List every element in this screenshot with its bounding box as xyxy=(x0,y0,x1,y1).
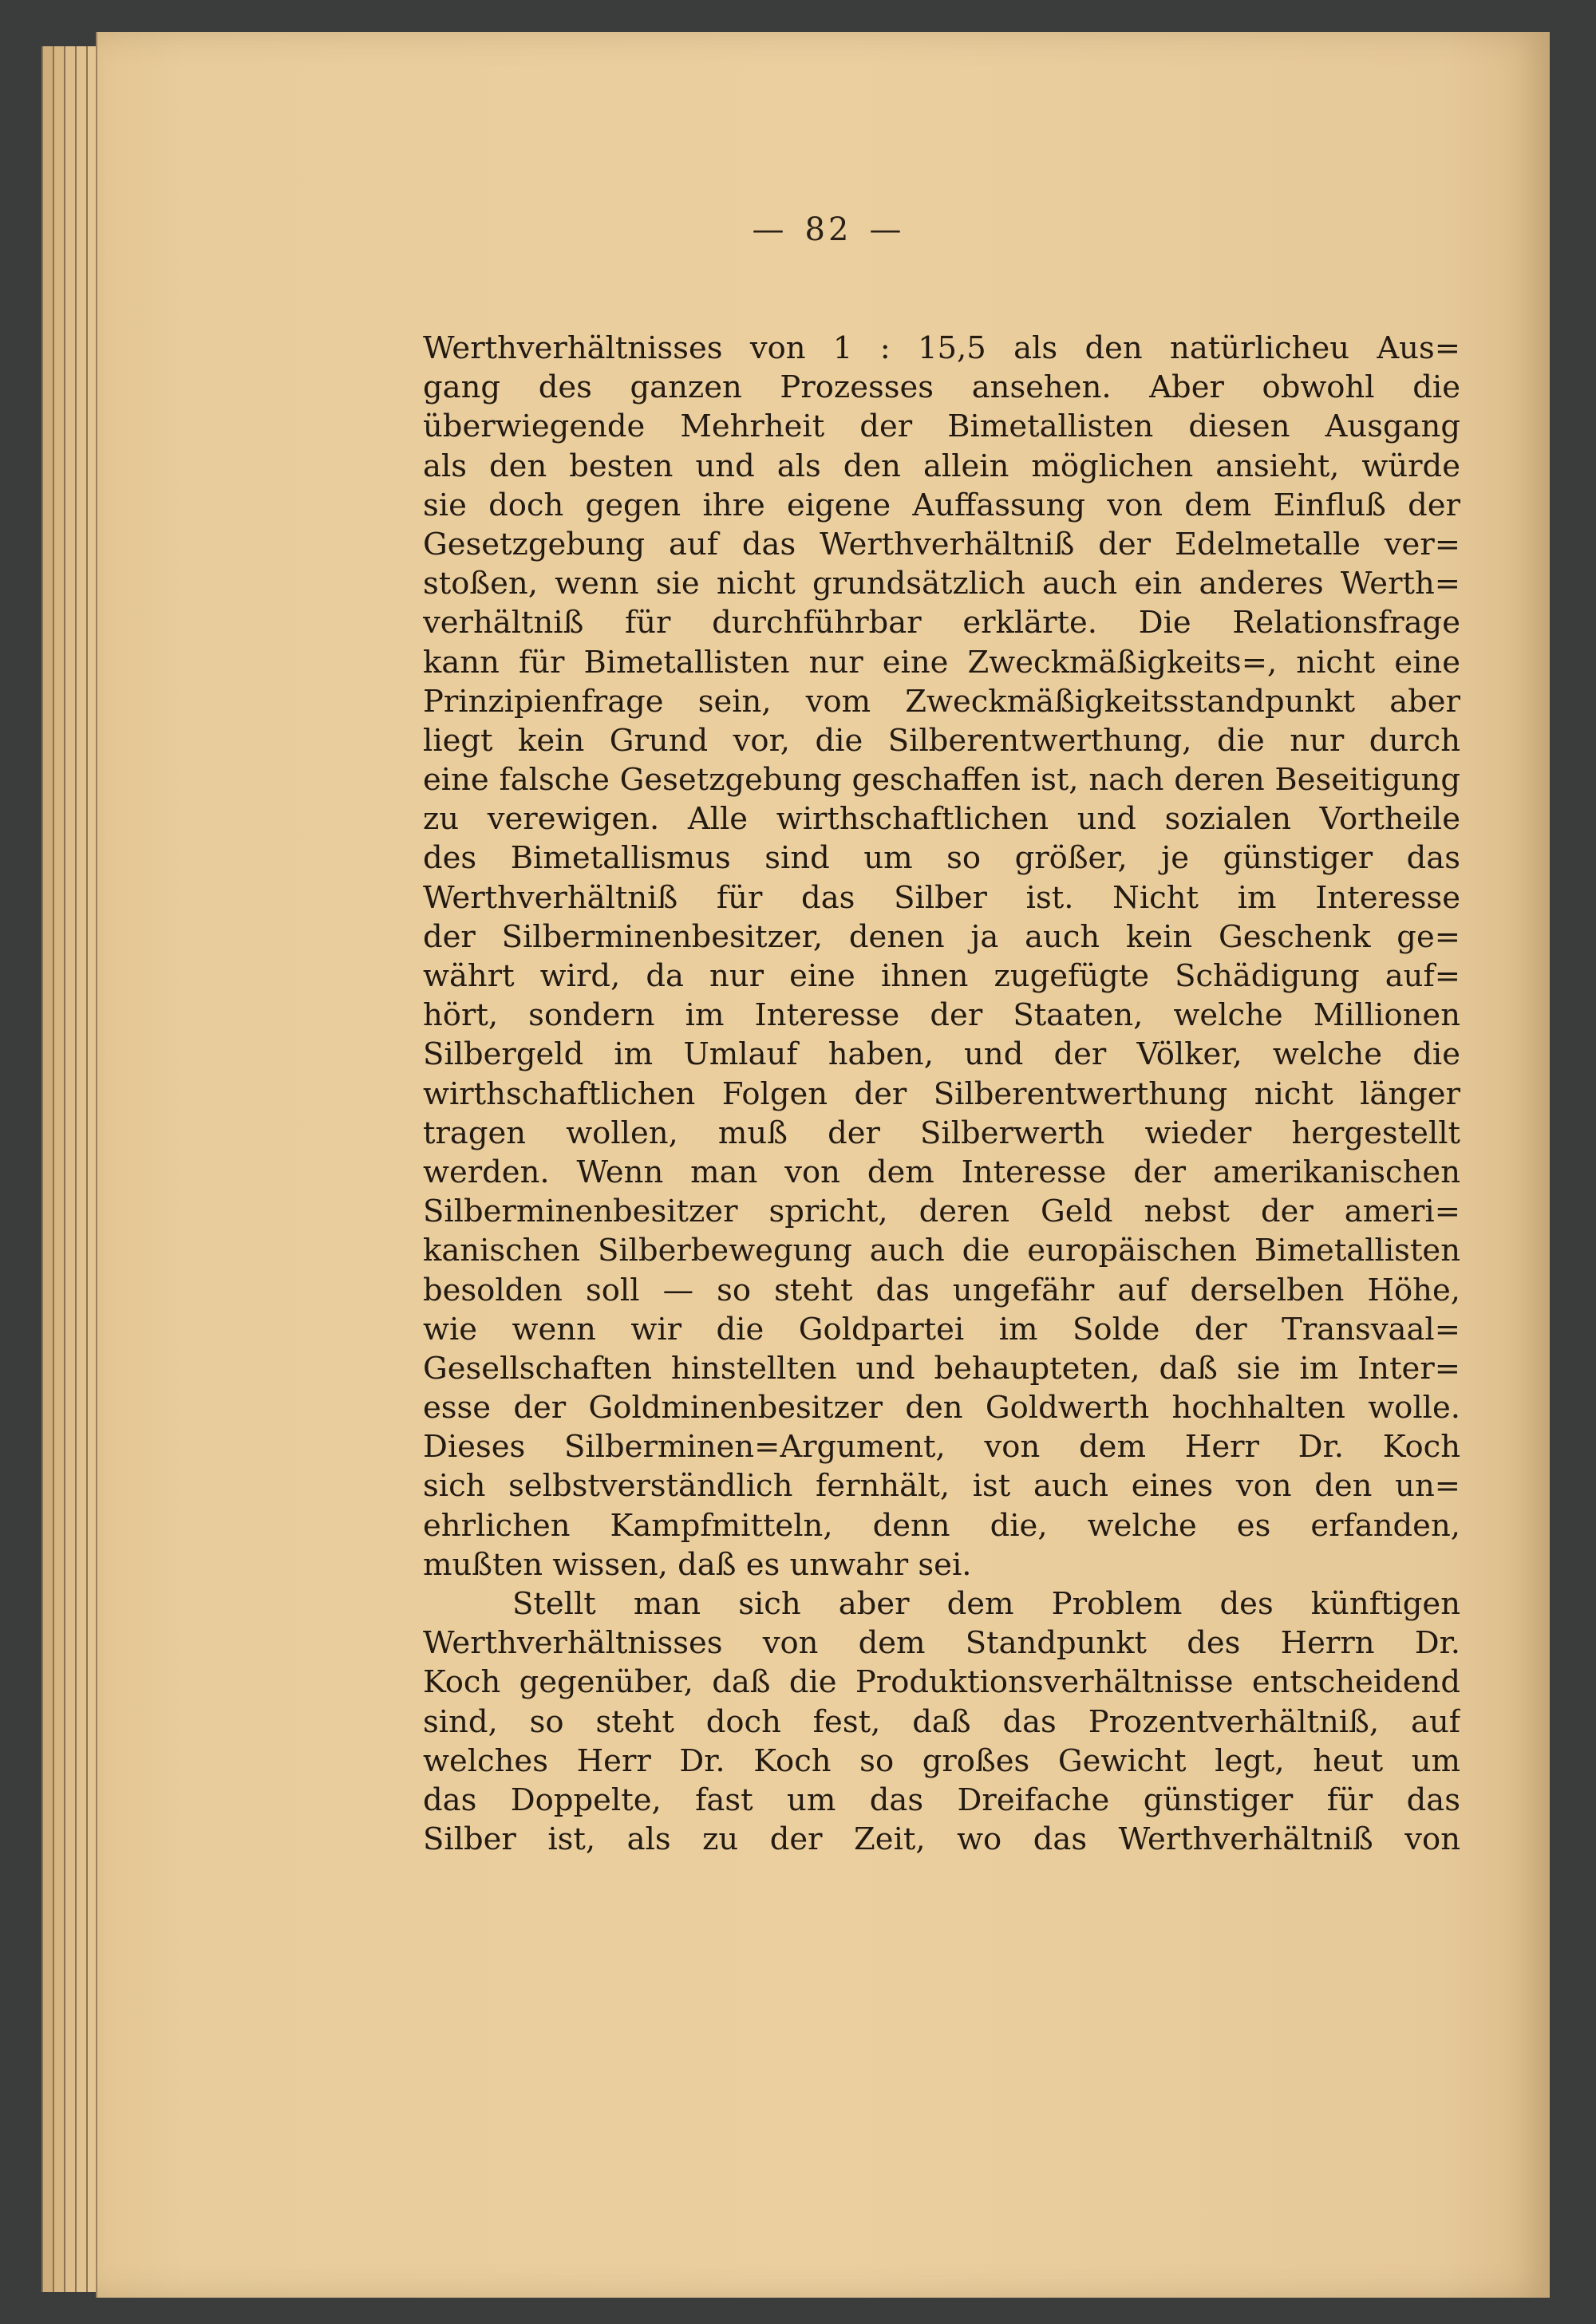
text-line: das Doppelte, fast um das Dreifache günstiger für das xyxy=(423,1781,1460,1818)
header-dash-right: — xyxy=(869,211,905,248)
text-line: Silberminenbesitzer spricht, deren Geld nebst der ameri= xyxy=(423,1194,1460,1230)
text-line: welches Herr Dr. Koch so großes Gewicht legt, heut um xyxy=(423,1742,1460,1779)
text-line: währt wird, da nur eine ihnen zugefügte Schädigung auf= xyxy=(423,958,1460,994)
text-line: gang des ganzen Prozesses ansehen. Aber obwohl die xyxy=(423,369,1460,406)
text-line: Werthverhältniß für das Silber ist. Nicht im Interesse xyxy=(423,879,1460,916)
header-dash-left: — xyxy=(752,211,788,248)
text-line: wirthschaftlichen Folgen der Silberentwerthung nicht länger xyxy=(423,1075,1460,1112)
text-line: sie doch gegen ihre eigene Auffassung von dem Einfluß der xyxy=(423,487,1460,523)
page-number: 82 xyxy=(804,211,852,248)
text-line: eine falsche Gesetzgebung geschaffen ist, nach deren Beseitigung xyxy=(423,762,1460,799)
text-line: tragen wollen, muß der Silberwerth wieder hergestellt xyxy=(423,1115,1460,1151)
paragraph-start-line: Stellt man sich aber dem Problem des künftigen xyxy=(512,1586,1460,1622)
page-header xyxy=(97,211,1559,248)
text-line: kanischen Silberbewegung auch die europäischen Bimetallisten xyxy=(423,1233,1460,1269)
background-edge xyxy=(1550,32,1596,2298)
text-line: stoßen, wenn sie nicht grundsätzlich auch ein anderes Werth= xyxy=(423,566,1460,602)
text-line: verhältniß für durchführbar erklärte. Die Relationsfrage xyxy=(423,605,1460,641)
body-text xyxy=(423,329,1460,1859)
text-line: besolden soll — so steht das ungefähr auf derselben Höhe, xyxy=(423,1272,1460,1308)
text-line: sind, so steht doch fest, daß das Prozentverhältniß, auf xyxy=(423,1703,1460,1740)
paragraph-end-line: mußten wissen, daß es unwahr sei. xyxy=(423,1546,972,1583)
text-line: hört, sondern im Interesse der Staaten, welche Millionen xyxy=(423,997,1460,1034)
text-line: Werthverhältnisses von dem Standpunkt des Herrn Dr. xyxy=(423,1625,1460,1662)
text-line: kann für Bimetallisten nur eine Zweckmäßigkeits=, nicht eine xyxy=(423,644,1460,681)
text-line: Prinzipienfrage sein, vom Zweckmäßigkeitsstandpunkt aber xyxy=(423,683,1460,720)
text-line: liegt kein Grund vor, die Silberentwerthung, die nur durch xyxy=(423,722,1460,759)
text-line: Silbergeld im Umlauf haben, und der Völker, welche die xyxy=(423,1036,1460,1073)
text-line: wie wenn wir die Goldpartei im Solde der Transvaal= xyxy=(423,1311,1460,1347)
book-page xyxy=(96,32,1559,2298)
text-line: esse der Goldminenbesitzer den Goldwerth hochhalten wolle. xyxy=(423,1390,1460,1426)
text-line: Werthverhältnisses von 1 : 15,5 als den natürlicheu Aus= xyxy=(423,330,1460,366)
text-line: Gesellschaften hinstellten und behaupteten, daß sie im Inter= xyxy=(423,1350,1460,1387)
text-line: Dieses Silberminen=Argument, von dem Herr Dr. Koch xyxy=(423,1429,1460,1466)
text-line: des Bimetallismus sind um so größer, je günstiger das xyxy=(423,840,1460,877)
text-line: ehrlichen Kampfmitteln, denn die, welche es erfanden, xyxy=(423,1507,1460,1544)
text-line: überwiegende Mehrheit der Bimetallisten diesen Ausgang xyxy=(423,408,1460,445)
text-line: Gesetzgebung auf das Werthverhältniß der Edelmetalle ver= xyxy=(423,526,1460,562)
text-line: der Silberminenbesitzer, denen ja auch kein Geschenk ge= xyxy=(423,918,1460,955)
text-line: Silber ist, als zu der Zeit, wo das Werthverhältniß von xyxy=(423,1821,1460,1858)
text-line: als den besten und als den allein möglichen ansieht, würde xyxy=(423,448,1460,484)
text-line: sich selbstverständlich fernhält, ist auch eines von den un= xyxy=(423,1468,1460,1505)
text-line: werden. Wenn man von dem Interesse der amerikanischen xyxy=(423,1154,1460,1190)
text-line: zu verewigen. Alle wirthschaftlichen und sozialen Vortheile xyxy=(423,801,1460,838)
text-line: Koch gegenüber, daß die Produktionsverhältnisse entscheidend xyxy=(423,1664,1460,1701)
